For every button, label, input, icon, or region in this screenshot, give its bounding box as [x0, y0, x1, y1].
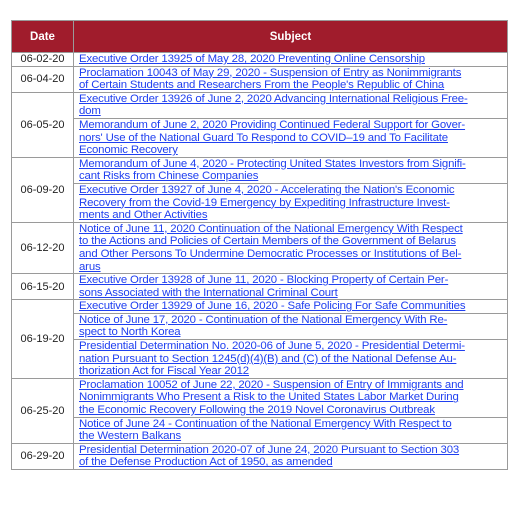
document-link-line: nation Pursuant to Section 1245(d)(4)(B) and (C) of the National Defense Au- [79, 352, 457, 365]
document-link-line: spect to North Korea [79, 326, 181, 339]
subject-cell [74, 300, 508, 379]
table-row [12, 92, 508, 157]
date-column-header: Date [12, 21, 74, 53]
date-cell: 06-05-20 [12, 92, 74, 157]
document-link[interactable] [74, 53, 507, 66]
document-link[interactable] [74, 379, 507, 418]
document-link[interactable] [74, 444, 507, 469]
document-link-line: Notice of June 17, 2020 - Continuation of the National Emergency With Re- [79, 313, 448, 326]
date-cell: 06-02-20 [12, 53, 74, 67]
date-cell: 06-15-20 [12, 274, 74, 300]
table-row [12, 300, 508, 379]
header-row [12, 21, 508, 53]
subject-cell [74, 274, 508, 300]
document-link-line: to the Actions and Policies of Certain Members of the Government of Belarus [79, 235, 456, 248]
subject-cell [74, 378, 508, 443]
table-row [12, 222, 508, 273]
document-link-line: Proclamation 10052 of June 22, 2020 - Suspension of Entry of Immigrants and [79, 378, 464, 391]
document-link-line: arus [79, 260, 101, 273]
document-link-line: Notice of June 11, 2020 Continuation of the National Emergency With Respect [79, 222, 463, 235]
document-link-line: dom [79, 105, 101, 118]
table-row [12, 66, 508, 92]
document-link-line: thorization Act for Fiscal Year 2012 [79, 365, 249, 378]
document-link-line: the Economic Recovery Following the 2019 Novel Coronavirus Outbreak [79, 404, 435, 417]
document-link-line: Nonimmigrants Who Present a Risk to the United States Labor Market During [79, 391, 459, 404]
document-link-line: of the Defense Production Act of 1950, as amended [79, 456, 333, 469]
document-link-line: sons Associated with the International Criminal Court [79, 286, 338, 299]
document-link-line: Executive Order 13929 of June 16, 2020 - Safe Policing For Safe Communities [79, 300, 466, 313]
document-link-line: Presidential Determination No. 2020-06 of June 5, 2020 - Presidential Determi- [79, 340, 465, 353]
document-link[interactable] [74, 119, 507, 157]
document-link-line: and Other Persons To Undermine Democratic Processes or Institutions of Bel- [79, 247, 462, 260]
date-cell: 06-25-20 [12, 378, 74, 443]
document-link-line: ments and Other Activities [79, 209, 208, 222]
document-link-line: cant Risks from Chinese Companies [79, 170, 259, 183]
document-link-line: Presidential Determination 2020-07 of June 24, 2020 Pursuant to Section 303 [79, 443, 460, 456]
document-link-line: Memorandum of June 2, 2020 Providing Continued Federal Support for Gover- [79, 118, 466, 131]
date-cell: 06-29-20 [12, 443, 74, 469]
documents-table [11, 20, 508, 470]
document-link-line: nors' Use of the National Guard To Respond to COVID–19 and To Facilitate [79, 131, 448, 144]
table-row [12, 274, 508, 300]
document-link-line: Executive Order 13926 of June 2, 2020 Advancing International Religious Free- [79, 92, 468, 105]
subject-cell [74, 443, 508, 469]
subject-cell [74, 157, 508, 222]
document-link-line: Executive Order 13925 of May 28, 2020 Preventing Online Censorship [79, 53, 425, 65]
table-body [12, 53, 508, 470]
date-cell: 06-04-20 [12, 66, 74, 92]
document-link-line: Executive Order 13928 of June 11, 2020 - Blocking Property of Certain Per- [79, 274, 449, 287]
document-link-line: Memorandum of June 4, 2020 - Protecting United States Investors from Signifi- [79, 157, 466, 170]
document-link[interactable] [74, 93, 507, 119]
document-link[interactable] [74, 314, 507, 340]
subject-column-header: Subject [74, 21, 508, 53]
document-link-line: Recovery from the Covid-19 Emergency by Expediting Infrastructure Invest- [79, 196, 450, 209]
table-row [12, 53, 508, 67]
document-link-line: Executive Order 13927 of June 4, 2020 - Accelerating the Nation's Economic [79, 183, 455, 196]
table-row [12, 443, 508, 469]
document-link[interactable] [74, 184, 507, 222]
subject-cell [74, 222, 508, 273]
date-cell: 06-09-20 [12, 157, 74, 222]
document-link-line: Proclamation 10043 of May 29, 2020 - Suspension of Entry as Nonimmigrants [79, 66, 462, 79]
subject-cell [74, 92, 508, 157]
document-link[interactable] [74, 274, 507, 299]
document-link-line: Economic Recovery [79, 144, 178, 157]
document-link-line: Notice of June 24 - Continuation of the National Emergency With Respect to [79, 417, 452, 430]
date-cell: 06-12-20 [12, 222, 74, 273]
table-row [12, 157, 508, 222]
document-link[interactable] [74, 67, 507, 92]
subject-cell [74, 66, 508, 92]
document-link-line: the Western Balkans [79, 430, 182, 443]
document-link[interactable] [74, 223, 507, 273]
table-row [12, 378, 508, 443]
document-link[interactable] [74, 158, 507, 184]
document-link[interactable] [74, 340, 507, 378]
document-link[interactable] [74, 418, 507, 443]
subject-cell [74, 53, 508, 67]
document-link[interactable] [74, 300, 507, 314]
document-link-line: of Certain Students and Researchers From the People's Republic of China [79, 79, 445, 92]
date-cell: 06-19-20 [12, 300, 74, 379]
